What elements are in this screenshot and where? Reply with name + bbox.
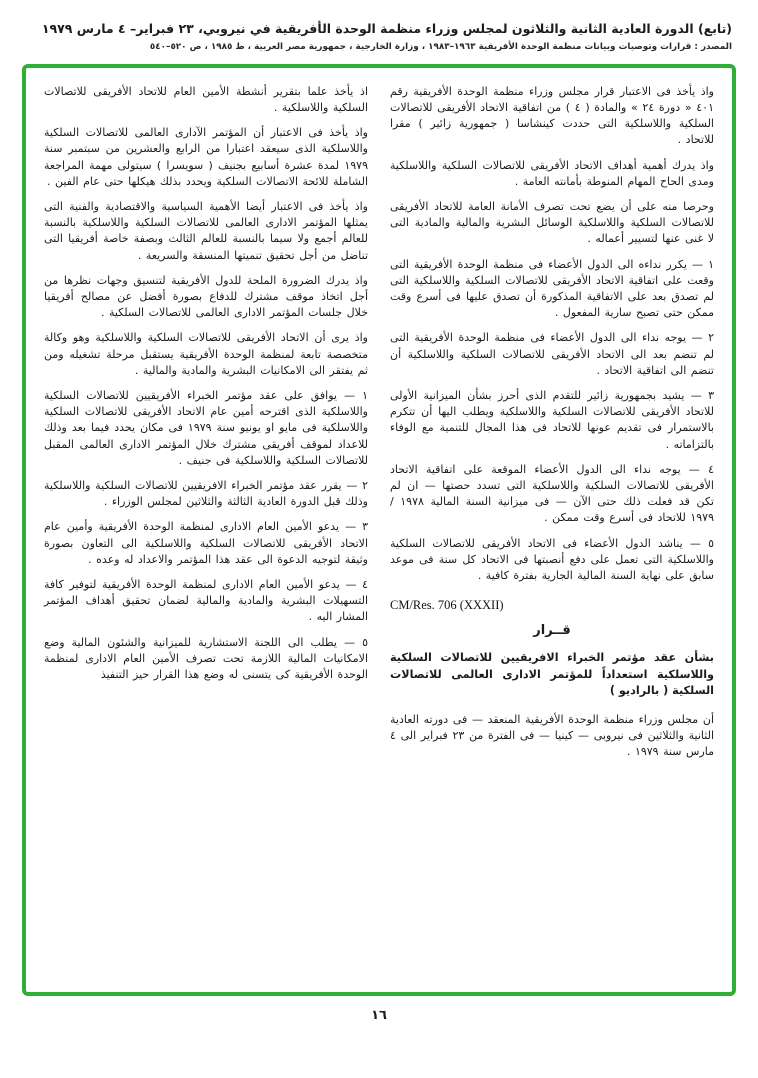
resolution-item: ٣ — يدعو الأمين العام الادارى لمنظمة الوحدة الأفريقية وأمين عام الاتحاد الأفريقى للاتصالات السلكية واللاسلكية الى التعاون بصورة وثيقة لتوجيه الدعوة الى عقد هذا المؤتمر والاعداد له وعده .	[44, 520, 368, 566]
document-header	[22, 14, 736, 56]
preamble-paragraph: واذ يدرك الضرورة الملحة للدول الأفريقية لتنسيق وجهات نظرها من أجل اتخاذ موقف مشترك للدفاع بصورة أفضل عن مصالح أفريقيا خلال جلسات المؤتمر الادارى العالمى للاتصالات السلكية .	[44, 273, 368, 320]
preamble-paragraph: واذ يأخذ فى الاعتبار قرار مجلس وزراء منظمة الوحدة الأفريقية رقم ٤٠١ « دورة ٢٤ » والمادة ( ٤ ) من اتفاقية الاتحاد الأفريقى للاتصالات السلكية واللاسلكية التى حددت كينشاسا ( جمهورية زائير ) مقرا للاتحاد .	[390, 84, 714, 147]
resolution-item: ٢ — يقرر عقد مؤتمر الخبراء الافريقيين للاتصالات السلكية واللاسلكية وذلك قبل الدورة العادية الثالثة والثلاثين لمجلس الوزراء .	[44, 479, 368, 509]
resolution-item: ٤ — يدعو الأمين العام الادارى لمنظمة الوحدة الأفريقية لتوفير كافة التسهيلات البشرية والمادية والمالية لضمان تحقيق أهداف المؤتمر المشار اليه .	[44, 578, 368, 624]
document-frame	[22, 64, 736, 996]
preamble-paragraph: اذ يأخذ علما بتقرير أنشطة الأمين العام للاتحاد الأفريقى للاتصالات السلكية واللاسلكية .	[44, 84, 368, 114]
right-column	[390, 84, 714, 982]
resolution-title: بشأن عقد مؤتمر الخبراء الافريقيين للاتصالات السلكية واللاسلكية استعداداً للمؤتمر الادارى العالمى للاتصالات السلكية ( بالراديو )	[390, 651, 714, 698]
preamble-paragraph: وحرصا منه على أن يضع تحت تصرف الأمانة العامة للاتحاد الأفريقى للاتصالات السلكية واللاسلكية الوسائل البشرية والمالية والمادية التى لا غنى عنها لتسيير أعماله .	[390, 199, 714, 246]
preamble-paragraph: واذ يرى أن الاتحاد الأفريقى للاتصالات السلكية واللاسلكية وهو وكالة متخصصة تابعة لمنظمة الوحدة الأفريقية يستقبل مرحلة تشغيله ومن ثم يفتقر الى الامكانيات البشرية والمادية والمالية .	[44, 331, 368, 377]
resolution-number: CM/Res. 706 (XXXII)	[390, 598, 504, 613]
preamble-paragraph: واذ يدرك أهمية أهداف الاتحاد الأفريقى للاتصالات السلكية واللاسلكية ومدى الحاح المهام المنوطة بأمانته العامة .	[390, 158, 714, 188]
page-number: ١٦	[371, 1007, 387, 1023]
source-citation: المصدر : قرارات وتوصيات وبيانات منظمة الوحدة الأفريقية ١٩٦٣–١٩٨٣ ، وزارة الخارجية ، جمهورية مصر العربية ، ط ١٩٨٥ ، ص ٥٢٠–٥٤٠	[149, 41, 732, 52]
resolution-item: ٥ — يطلب الى اللجنة الاستشارية للميزانية والشئون المالية وضع الامكانيات المالية اللازمة تحت تصرف الأمين العام الادارى لمنظمة الوحدة الأفريقية كى يتسنى له وضع هذا القرار حيز التنفيذ	[44, 635, 368, 682]
preamble-paragraph: واذ يأخذ فى الاعتبار أيضا الأهمية السياسية والاقتصادية والفنية التى يمثلها المؤتمر الادارى العالمى للاتصالات السلكية واللاسلكية بالنسبة للعالم أجمع ولا سيما بالنسبة للعالم الثالث وبصفة خاصة أفريقيا التى تناضل من أجل تحقيق تنميتها المنسقة والسريعة .	[44, 199, 368, 262]
resolution-item: ٢ — يوجه نداء الى الدول الأعضاء فى منظمة الوحدة الأفريقية التى لم تنضم بعد الى الاتحاد الأفريقى للاتصالات السلكية واللاسلكية أن تنضم الى اتفاقية الاتحاد .	[390, 331, 714, 377]
left-column	[44, 84, 368, 982]
resolution-heading: قــرار	[533, 623, 571, 639]
resolution-item: ٥ — يناشد الدول الأعضاء فى الاتحاد الأفريقى للاتصالات السلكية واللاسلكية التى تعمل على دفع أنصبتها فى الاتحاد كل سنة فى موعد سابق على نهاية السنة المالية الجارية بفترة كافية .	[390, 536, 714, 583]
preamble-paragraph: واذ يأخذ فى الاعتبار أن المؤتمر الآدارى العالمى للاتصالات السلكية واللاسلكية الذى سيعقد اعتبارا من الرابع والعشرين من سبتمبر سنة ١٩٧٩ لمدة عشرة أسابيع بجنيف ( سويسرا ) سيتولى مهمة المراجعة الشاملة للائحة الاتصالات السلكية ويحدد بذلك هيكلها حتى عام الفين .	[44, 126, 368, 188]
resolution-item: ٣ — يشيد بجمهورية زائير للتقدم الذى أحرز بشأن الميزانية الأولى للاتحاد الأفريقى للاتصالات السلكية واللاسلكية ويطلب اليها أن تتكرم بالاستمرار فى تقديم عونها للاتحاد فى هذا المجال للتنمية مع الوفاء بالتزاماته .	[390, 389, 714, 451]
session-title: (تابع) الدورة العادية الثانية والثلاثون لمجلس وزراء منظمة الوحدة الأفريقية في نيروبي، ٢٣ فبراير– ٤ مارس ١٩٧٩	[41, 21, 732, 36]
document-footer	[22, 1004, 736, 1023]
resolution-item: ٤ — يوجه نداء الى الدول الأعضاء الموقعة على اتفاقية الاتحاد الأفريقى للاتصالات السلكية واللاسلكية التى تسدد حصتها — ان لم تكن قد فعلت ذلك حتى الآن — فى ميزانية السنة المالية ١٩٧٨ / ١٩٧٩ للاتحاد فى أسرع وقت ممكن .	[390, 462, 714, 525]
resolution-item: ١ — يوافق على عقد مؤتمر الخبراء الأفريقيين للاتصالات السلكية واللاسلكية الذى اقترحه أمين عام الاتحاد الأفريقى للاتصالات السلكية واللاسلكية فى مايو او يونيو سنة ١٩٧٩ فى مكان يحدد فيما بعد وذلك للاعداد لموقف أفريقى مشترك خلال المؤتمر الادارى العالمى المقبل للاتصالات السلكية واللاسلكية فى جنيف .	[44, 389, 369, 467]
resolution-opening-paragraph: أن مجلس وزراء منظمة الوحدة الأفريقية المنعقد — فى دورته العادية الثانية والثلاثين فى نيروبى — كينيا — فى الفترة من ٢٣ فبراير الى ٤ مارس سنة ١٩٧٩ .	[390, 712, 715, 759]
resolution-item: ١ — يكرر نداءه الى الدول الأعضاء فى منظمة الوحدة الأفريقية التى وقعت على اتفاقية الاتحاد الأفريقى للاتصالات السلكية واللاسلكية التى لم تصدق بعد على الاتفاقية المذكورة أن تصدق عليها فى أسرع وقت ممكن حتى تصبح سارية المفعول .	[390, 257, 714, 320]
